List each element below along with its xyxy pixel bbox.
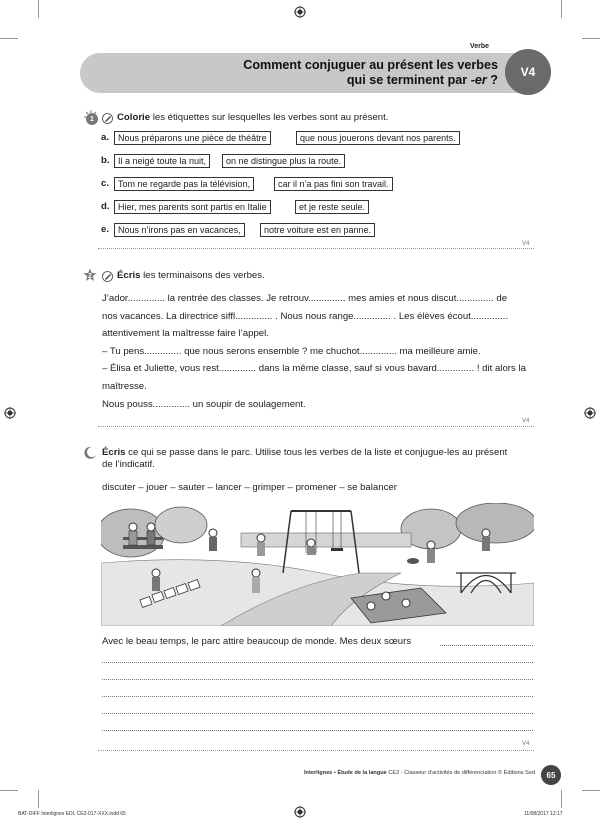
exercise-3-instruction-line2: de l’indicatif. (102, 459, 155, 470)
registration-mark-right (584, 407, 596, 419)
lesson-badge: V4 (505, 49, 551, 95)
exercise-1-instruction-text: les étiquettes sur lesquelles les verbes sont au présent. (150, 112, 389, 123)
verb-word-list: discuter – jouer – sauter – lancer – grimper – promener – se balancer (102, 482, 397, 493)
page-title (140, 58, 498, 88)
slug-filename: BAT-DIFF Interlignes EDL CE2-017-XXX.indd 65 (18, 811, 126, 817)
title-suffix-er: -er (470, 73, 487, 87)
text-line: J’ador.............. la rentrée des classes. Je retrouv.............. mes amies et nous discut.............. de (102, 293, 508, 304)
answer-line[interactable] (102, 730, 533, 731)
title-line-2-prefix: qui se terminent par (346, 73, 471, 87)
registration-mark-top (294, 6, 306, 18)
footer-rest: CE2 - Classeur d’activités de différenciation © Éditions Sed (386, 770, 536, 776)
crop-mark (38, 790, 39, 808)
writing-pen-icon (102, 271, 113, 282)
exercise-2-text (102, 290, 535, 413)
exercise-3-instruction-text: ce qui se passe dans le parc. Utilise tous les verbes de la liste et conjugue-les au présent (125, 447, 508, 458)
registration-mark-bottom (294, 806, 306, 818)
slug-date: 11/08/2017 12:17 (524, 811, 563, 817)
exercise-code: V4 (522, 418, 530, 424)
footer-bullet: • (332, 770, 338, 776)
item-letter: a. (101, 132, 110, 143)
crop-mark (0, 790, 18, 791)
sentence-tag[interactable]: Tom ne regarde pas la télévision, (114, 177, 254, 191)
title-line-2-end: ? (486, 73, 498, 87)
park-scene-illustration (101, 503, 534, 626)
rubric-label: Verbe (470, 43, 490, 50)
exercise-code: V4 (522, 741, 530, 747)
section-divider (98, 426, 534, 427)
crop-mark (38, 0, 39, 18)
crop-mark (0, 38, 18, 39)
sentence-tag[interactable]: et je reste seule. (295, 200, 369, 214)
answer-line[interactable] (102, 662, 533, 663)
sentence-tag[interactable]: notre voiture est en panne. (260, 223, 375, 237)
crop-mark (561, 0, 562, 18)
exercise-2-number: 2 (88, 272, 92, 280)
answer-line[interactable] (102, 713, 533, 714)
exercise-1-number: 1 (86, 113, 98, 125)
sentence-tag[interactable]: car il n’a pas fini son travail. (274, 177, 393, 191)
page-footer (304, 770, 535, 776)
item-letter: d. (101, 201, 110, 212)
sentence-tag[interactable]: Hier, mes parents sont partis en Italie (114, 200, 271, 214)
answer-line[interactable] (440, 645, 533, 646)
exercise-code: V4 (522, 241, 530, 247)
text-line: – Tu pens.............. que nous serons ensemble ? me chuchot.............. ma meilleure amie. (102, 345, 481, 357)
text-line: Nous pouss.............. un soupir de soulagement. (102, 398, 306, 410)
title-line-1: Comment conjuguer au présent les verbes (243, 58, 498, 72)
text-line: maîtresse. (102, 380, 147, 392)
footer-section: Étude de la langue (337, 770, 387, 776)
sentence-tag[interactable]: Il a neigé toute la nuit, (114, 154, 210, 168)
page-number: 65 (541, 765, 561, 785)
exercise-1-instruction (117, 112, 388, 123)
sentence-tag[interactable]: Nous préparons une pièce de théâtre (114, 131, 271, 145)
exercise-1-verb: Colorie (117, 112, 151, 123)
coloring-pencil-icon (102, 113, 113, 124)
sentence-tag[interactable]: Nous n’irons pas en vacances, (114, 223, 245, 237)
registration-mark-left (4, 407, 16, 419)
exercise-2-instruction-text: les terminaisons des verbes. (140, 270, 265, 281)
text-line: – Élisa et Juliette, vous rest.............. dans la même classe, sauf si vous bavard.............. ! dit alors la (102, 363, 526, 375)
text-line: nos vacances. La directrice siffl.............. . Nous nous range.............. . Les élèves écout.............. (102, 310, 509, 322)
answer-line[interactable] (102, 696, 533, 697)
exercise-3-number: 3 (89, 451, 93, 459)
section-divider (98, 248, 534, 249)
item-letter: e. (101, 224, 110, 235)
crop-mark (582, 38, 600, 39)
section-divider (98, 750, 534, 751)
crop-mark (582, 790, 600, 791)
exercise-3-instruction (102, 447, 534, 471)
item-letter: c. (101, 178, 110, 189)
exercise-3-verb: Écris (102, 447, 126, 458)
answer-line[interactable] (102, 679, 533, 680)
sentence-tag[interactable]: que nous jouerons devant nos parents. (296, 131, 460, 145)
crop-mark (561, 790, 562, 808)
sentence-tag[interactable]: on ne distingue plus la route. (222, 154, 345, 168)
footer-brand: Interlignes (304, 770, 333, 776)
exercise-2-verb: Écris (117, 270, 141, 281)
item-letter: b. (101, 155, 110, 166)
text-line: attentivement la maîtresse faire l’appel. (102, 328, 269, 340)
answer-start-sentence: Avec le beau temps, le parc attire beaucoup de monde. Mes deux sœurs (102, 636, 412, 647)
exercise-2-instruction (117, 270, 265, 281)
